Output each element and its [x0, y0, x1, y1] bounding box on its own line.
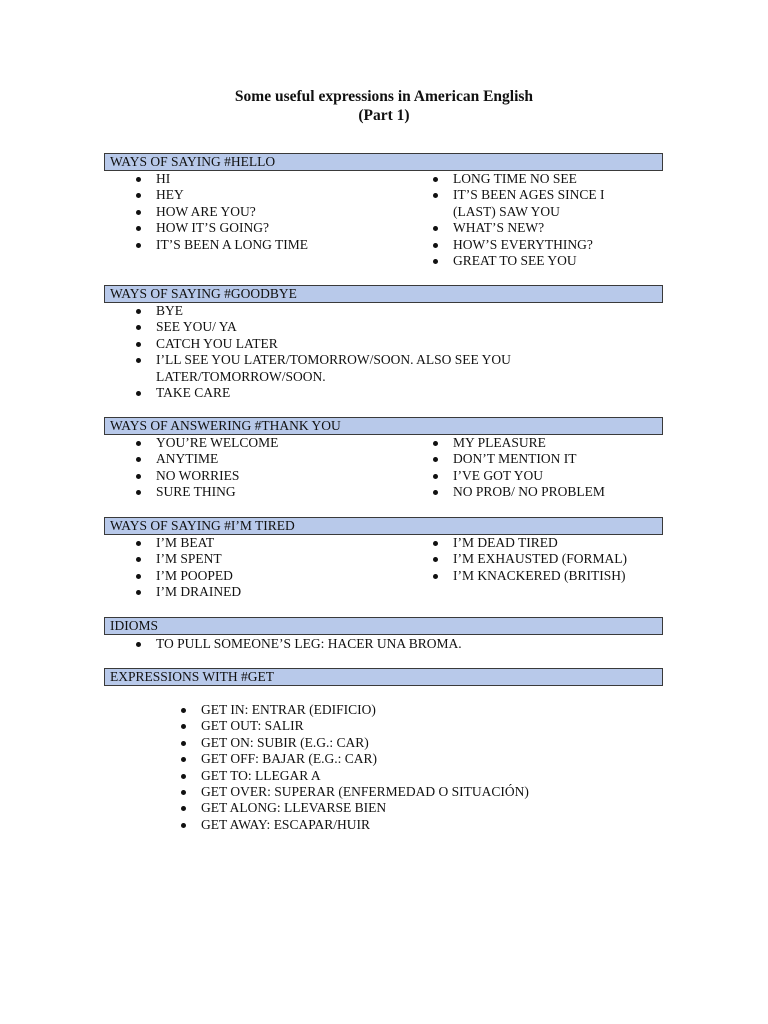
section-header-goodbye: WAYS OF SAYING #GOODBYE: [104, 285, 663, 303]
list-item: HEY: [156, 187, 308, 203]
hello-list-right: [453, 171, 605, 269]
list-item: ANYTIME: [156, 451, 278, 467]
list-item: GET AWAY: ESCAPAR/HUIR: [201, 817, 529, 833]
list-item: IT’S BEEN A LONG TIME: [156, 236, 308, 252]
list-item: BYE: [156, 303, 511, 319]
list-item: [453, 187, 605, 220]
list-item: DON’T MENTION IT: [453, 451, 605, 467]
list-item: HOW’S EVERYTHING?: [453, 237, 605, 253]
list-item: [156, 352, 511, 385]
section-header-hello: WAYS OF SAYING #HELLO: [104, 153, 663, 171]
list-item: TO PULL SOMEONE’S LEG: HACER UNA BROMA.: [156, 636, 462, 651]
list-item: GET OUT: SALIR: [201, 718, 529, 734]
list-item: CATCH YOU LATER: [156, 336, 511, 352]
list-item: NO WORRIES: [156, 468, 278, 484]
tired-list-left: [156, 535, 241, 601]
list-item: LONG TIME NO SEE: [453, 171, 605, 187]
tired-list-right: [453, 535, 627, 584]
list-item: HI: [156, 171, 308, 187]
list-item: I’M DEAD TIRED: [453, 535, 627, 551]
list-item: I’M POOPED: [156, 568, 241, 584]
list-item: I’M KNACKERED (BRITISH): [453, 567, 626, 583]
list-item: SURE THING: [156, 484, 278, 500]
idioms-list: [156, 636, 462, 652]
list-item-wrap: LATER/TOMORROW/SOON.: [156, 368, 326, 384]
list-item: GREAT TO SEE YOU: [453, 253, 605, 269]
list-item: I’VE GOT YOU: [453, 468, 605, 484]
document-subtitle: (Part 1): [358, 107, 410, 124]
goodbye-list: [156, 303, 511, 401]
section-header-get: EXPRESSIONS WITH #GET: [104, 668, 663, 686]
list-item: I’M SPENT: [156, 551, 241, 567]
list-item: GET OVER: SUPERAR (ENFERMEDAD O SITUACIÓN): [201, 784, 529, 800]
list-item: HOW IT’S GOING?: [156, 220, 308, 236]
list-item-text: I’LL SEE YOU LATER/TOMORROW/SOON. ALSO SEE YOU: [156, 352, 511, 368]
get-list: [201, 702, 529, 833]
list-item-text: IT’S BEEN AGES SINCE I: [453, 187, 605, 203]
list-item: GET ALONG: LLEVARSE BIEN: [201, 800, 529, 816]
list-item: YOU’RE WELCOME: [156, 435, 279, 450]
list-item: I’M BEAT: [156, 535, 241, 551]
thankyou-list-right: [453, 435, 605, 501]
list-item: GET OFF: BAJAR (E.G.: CAR): [201, 751, 529, 767]
section-header-tired: WAYS OF SAYING #I’M TIRED: [104, 517, 663, 535]
list-item: I’M EXHAUSTED (FORMAL): [453, 551, 627, 567]
list-item: GET IN: ENTRAR (EDIFICIO): [201, 702, 529, 718]
list-item: GET TO: LLEGAR A: [201, 768, 529, 784]
section-header-thankyou: WAYS OF ANSWERING #THANK YOU: [104, 417, 663, 435]
thankyou-list-left: [156, 435, 278, 501]
list-item: TAKE CARE: [156, 385, 511, 401]
list-item: WHAT’S NEW?: [453, 220, 605, 236]
list-item: GET ON: SUBIR (E.G.: CAR): [201, 735, 529, 751]
list-item: HOW ARE YOU?: [156, 204, 308, 220]
list-item: I’M DRAINED: [156, 584, 242, 600]
section-header-idioms: IDIOMS: [104, 617, 663, 635]
document-title: Some useful expressions in American English: [234, 88, 534, 105]
list-item-wrap: (LAST) SAW YOU: [453, 203, 560, 219]
list-item: SEE YOU/ YA: [156, 319, 511, 335]
list-item: MY PLEASURE: [453, 435, 605, 451]
hello-list-left: [156, 171, 308, 253]
list-item: NO PROB/ NO PROBLEM: [453, 484, 605, 500]
